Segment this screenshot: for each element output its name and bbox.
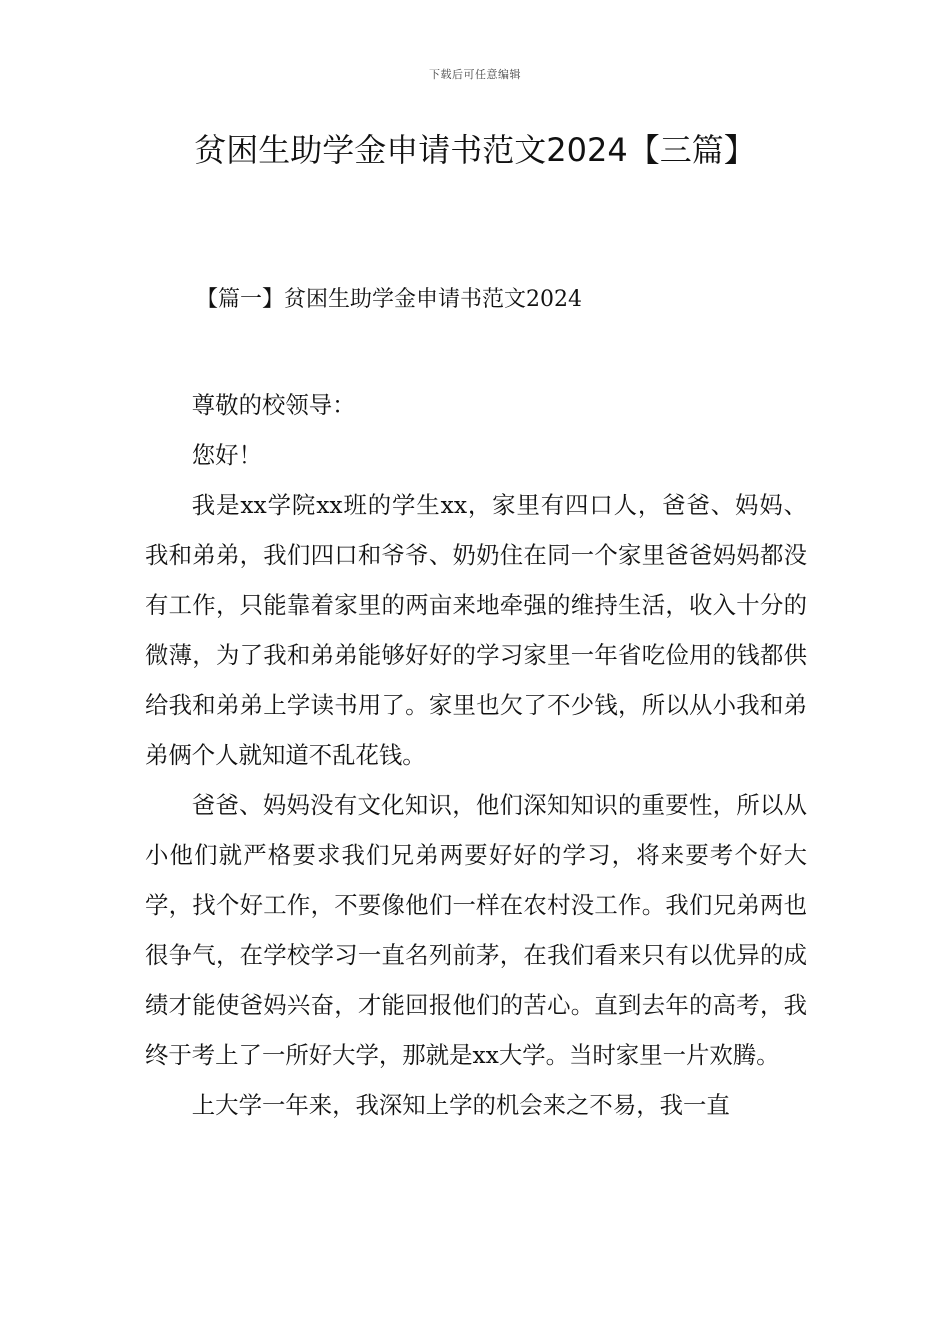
document-body [145,380,807,1130]
section-heading: 【篇一】贫困生助学金申请书范文2024 [196,287,582,312]
body-paragraph-2: 爸爸、妈妈没有文化知识，他们深知知识的重要性，所以从小他们就严格要求我们兄弟两要好好的学习，将来要考个好大学，找个好工作，不要像他们一样在农村没工作。我们兄弟两也很争气，在学校学习一直名列前茅，在我们看来只有以优异的成绩才能使爸妈兴奋，才能回报他们的苦心。直到去年的高考，我终于考上了一所好大学，那就是xx大学。当时家里一片欢腾。 [145,791,807,1069]
greeting: 您好！ [191,441,262,469]
document-title: 贫困生助学金申请书范文2024【三篇】 [194,131,756,169]
body-paragraph-1: 我是xx学院xx班的学生xx，家里有四口人，爸爸、妈妈、我和弟弟，我们四口和爷爷、奶奶住在同一个家里爸爸妈妈都没有工作，只能靠着家里的两亩来地牵强的维持生活，收入十分的微薄，为了我和弟弟能够好好的学习家里一年省吃俭用的钱都供给我和弟弟上学读书用了。家里也欠了不少钱，所以从小我和弟弟俩个人就知道不乱花钱。 [145,491,807,769]
body-paragraph-3: 上大学一年来，我深知上学的机会来之不易，我一直 [191,1091,730,1119]
page-header-note: 下载后可任意编辑 [429,68,521,81]
salutation: 尊敬的校领导： [191,391,356,419]
